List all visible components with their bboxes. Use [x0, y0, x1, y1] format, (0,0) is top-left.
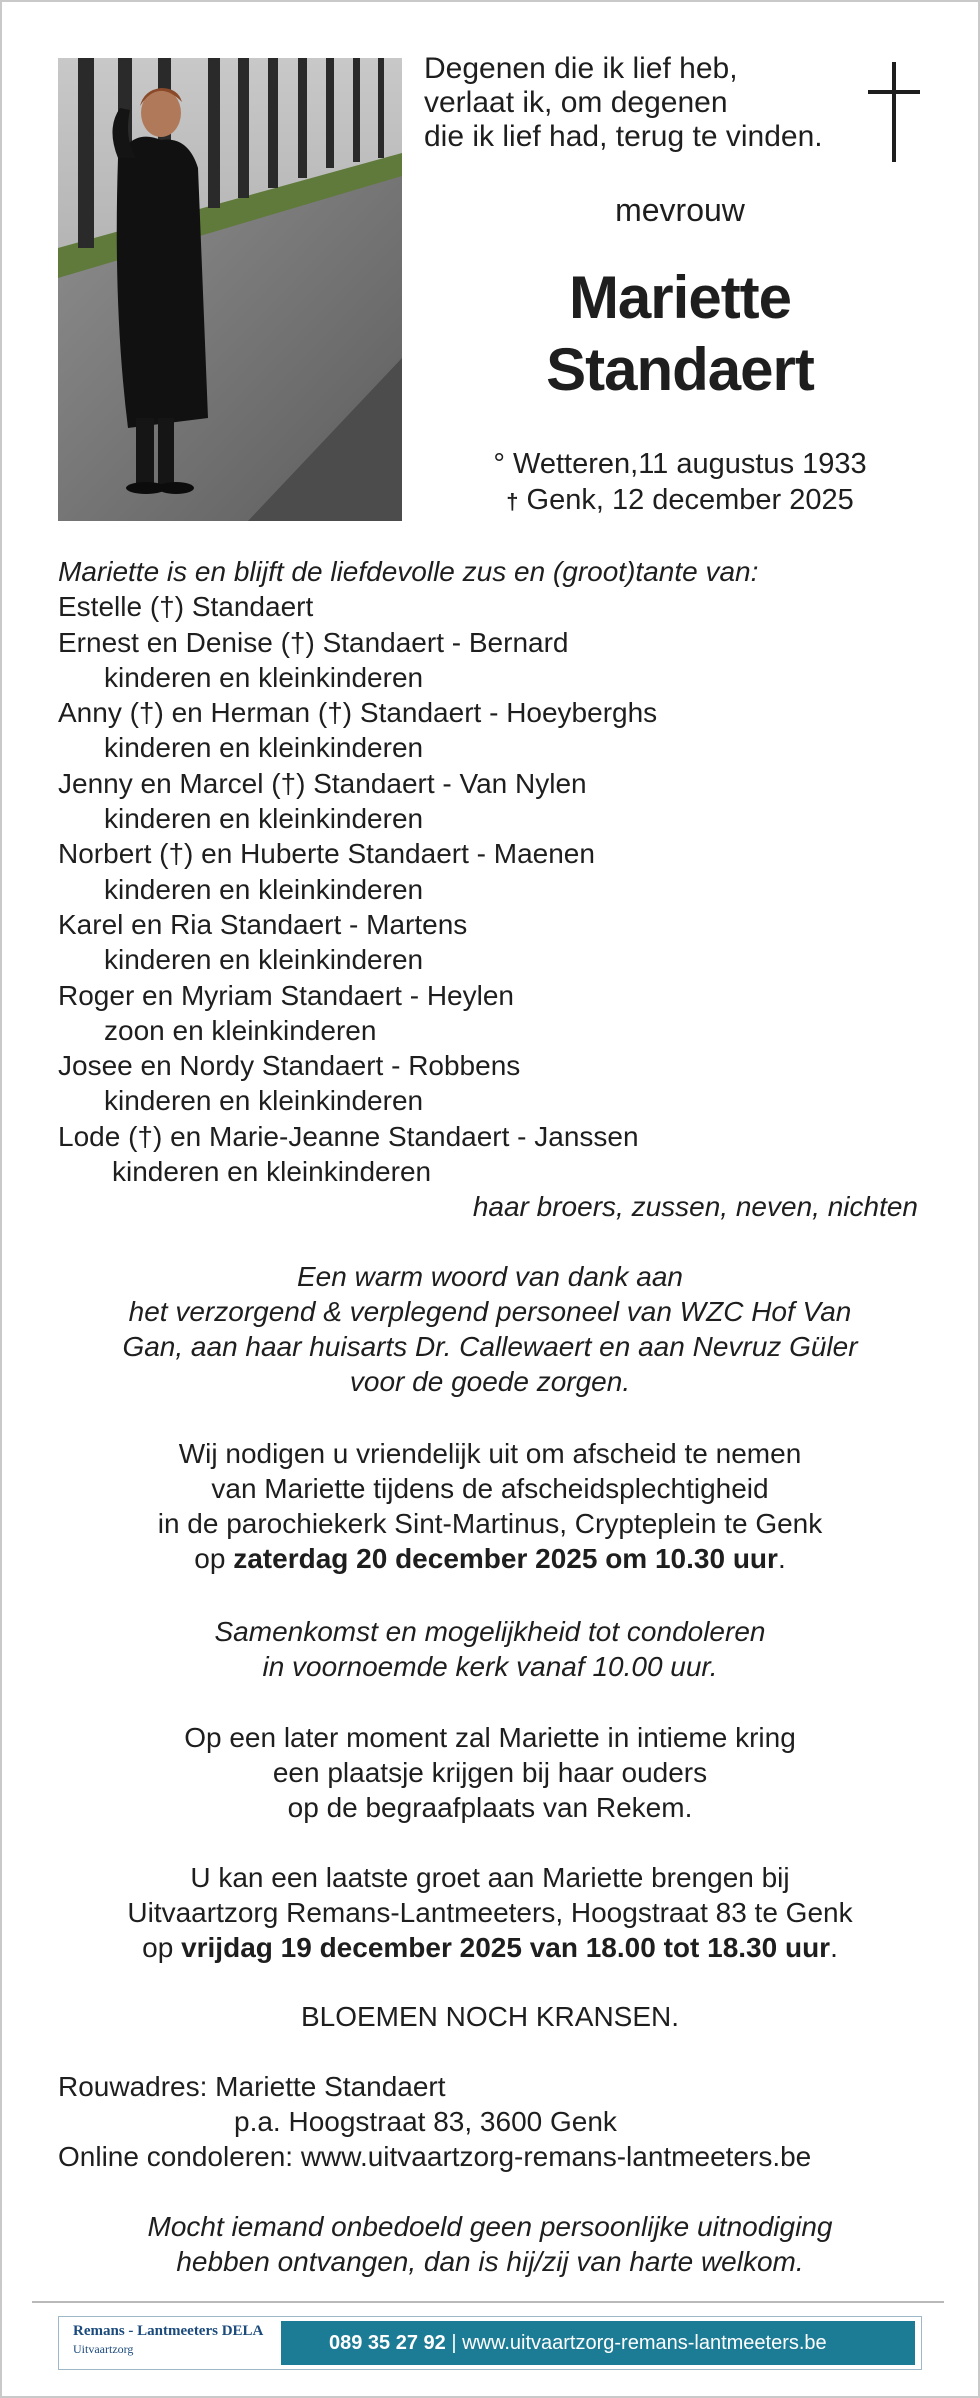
quote-line: die ik lief had, terug te vinden.	[424, 120, 823, 153]
funeral-home-footer	[58, 2316, 922, 2370]
burial-line: een plaatsje krijgen bij haar ouders	[272, 1757, 708, 1788]
memorial-quote	[424, 52, 844, 154]
ceremony-date: zaterdag 20 december 2025 om 10.30 uur	[233, 1543, 778, 1574]
family-member: Lode (†) en Marie-Jeanne Standaert - Janssen	[58, 1120, 639, 1152]
thanks-line: Een warm woord van dank aan	[297, 1261, 683, 1292]
family-descendants: kinderen en kleinkinderen	[104, 803, 424, 835]
visit-date: vrijdag 19 december 2025 van 18.00 tot 18.30 uur	[181, 1932, 831, 1963]
visit-date-line: op vrijdag 19 december 2025 van 18.00 tot 18.30 uur.	[142, 1932, 838, 1963]
gathering-line: in voornoemde kerk vanaf 10.00 uur.	[262, 1651, 718, 1682]
address-line: p.a. Hoogstraat 83, 3600 Genk	[234, 2106, 617, 2137]
website-link[interactable]: www.uitvaartzorg-remans-lantmeeters.be	[462, 2332, 827, 2354]
family-member: Roger en Myriam Standaert - Heylen	[58, 979, 514, 1011]
divider	[32, 2301, 944, 2303]
thanks-line: het verzorgend & verplegend personeel van WZC Hof Van	[128, 1296, 852, 1327]
separator: |	[445, 2332, 463, 2354]
family-intro: Mariette is en blijft de liefdevolle zus en (groot)tante van:	[58, 556, 759, 587]
family-list	[58, 554, 938, 1225]
dagger-icon: †	[506, 489, 519, 514]
family-descendants: kinderen en kleinkinderen	[104, 661, 424, 693]
life-dates	[430, 446, 930, 520]
portrait-photo	[58, 58, 402, 521]
family-descendants: kinderen en kleinkinderen	[104, 873, 424, 905]
last-name: Standaert	[546, 336, 814, 403]
family-member: Karel en Ria Standaert - Martens	[58, 908, 468, 940]
burial-line: Op een later moment zal Mariette in intieme kring	[184, 1722, 796, 1753]
flowers-notice: BLOEMEN NOCH KRANSEN.	[300, 2001, 680, 2032]
gathering-line: Samenkomst en mogelijkheid tot condoleren	[214, 1616, 766, 1647]
family-closing: haar broers, zussen, neven, nichten	[472, 1191, 918, 1223]
quote-line: verlaat ik, om degenen	[424, 86, 728, 119]
burial-line: op de begraafplaats van Rekem.	[287, 1792, 693, 1823]
birth-date: ° Wetteren,11 augustus 1933	[493, 448, 867, 480]
invitation-date-line: op zaterdag 20 december 2025 om 10.30 uur.	[194, 1543, 786, 1574]
family-descendants: kinderen en kleinkinderen	[104, 1085, 424, 1117]
welcome-line: hebben ontvangen, dan is hij/zij van harte welkom.	[176, 2246, 804, 2277]
phone-number[interactable]: 089 35 27 92	[329, 2332, 446, 2354]
family-member: Norbert (†) en Huberte Standaert - Maenen	[58, 838, 595, 870]
family-descendants: kinderen en kleinkinderen	[112, 1156, 432, 1188]
family-member: Estelle (†) Standaert	[58, 591, 314, 623]
death-date: † Genk, 12 december 2025	[506, 484, 854, 516]
welcome-note	[40, 2209, 940, 2279]
thanks-section	[40, 1259, 940, 1399]
condolence-line: Online condoleren: www.uitvaartzorg-remans-lantmeeters.be	[58, 2141, 812, 2172]
family-member: Josee en Nordy Standaert - Robbens	[58, 1050, 521, 1082]
visit-section	[40, 1860, 940, 1965]
contact-band	[281, 2321, 915, 2365]
funeral-home-logo: Remans - Lantmeeters DELA Uitvaartzorg	[73, 2323, 264, 2356]
burial-section	[40, 1720, 940, 1825]
gathering-section	[40, 1614, 940, 1684]
cross-icon	[864, 62, 924, 162]
family-member: Ernest en Denise (†) Standaert - Bernard	[58, 626, 569, 658]
family-descendants: kinderen en kleinkinderen	[104, 944, 424, 976]
first-name: Mariette	[568, 264, 792, 331]
mourning-address	[58, 2069, 938, 2174]
invitation-line: in de parochiekerk Sint-Martinus, Crypteplein te Genk	[157, 1508, 823, 1539]
honorific: mevrouw	[615, 192, 745, 228]
deceased-name	[480, 262, 880, 406]
family-descendants: zoon en kleinkinderen	[104, 1014, 377, 1046]
family-member: Anny (†) en Herman (†) Standaert - Hoeyberghs	[58, 697, 658, 729]
invitation-line: van Mariette tijdens de afscheidsplechtigheid	[211, 1473, 769, 1504]
invitation-line: Wij nodigen u vriendelijk uit om afscheid te nemen	[178, 1438, 802, 1469]
visit-line: Uitvaartzorg Remans-Lantmeeters, Hoogstraat 83 te Genk	[127, 1897, 853, 1928]
visit-line: U kan een laatste groet aan Mariette brengen bij	[190, 1862, 790, 1893]
thanks-line: Gan, aan haar huisarts Dr. Callewaert en aan Nevruz Güler	[122, 1331, 858, 1362]
thanks-line: voor de goede zorgen.	[349, 1366, 631, 1397]
address-line: Rouwadres: Mariette Standaert	[58, 2071, 446, 2102]
family-descendants: kinderen en kleinkinderen	[104, 732, 424, 764]
quote-line: Degenen die ik lief heb,	[424, 52, 738, 85]
invitation-section	[40, 1436, 940, 1576]
welcome-line: Mocht iemand onbedoeld geen persoonlijke uitnodiging	[147, 2211, 833, 2242]
family-member: Jenny en Marcel (†) Standaert - Van Nylen	[58, 767, 587, 799]
